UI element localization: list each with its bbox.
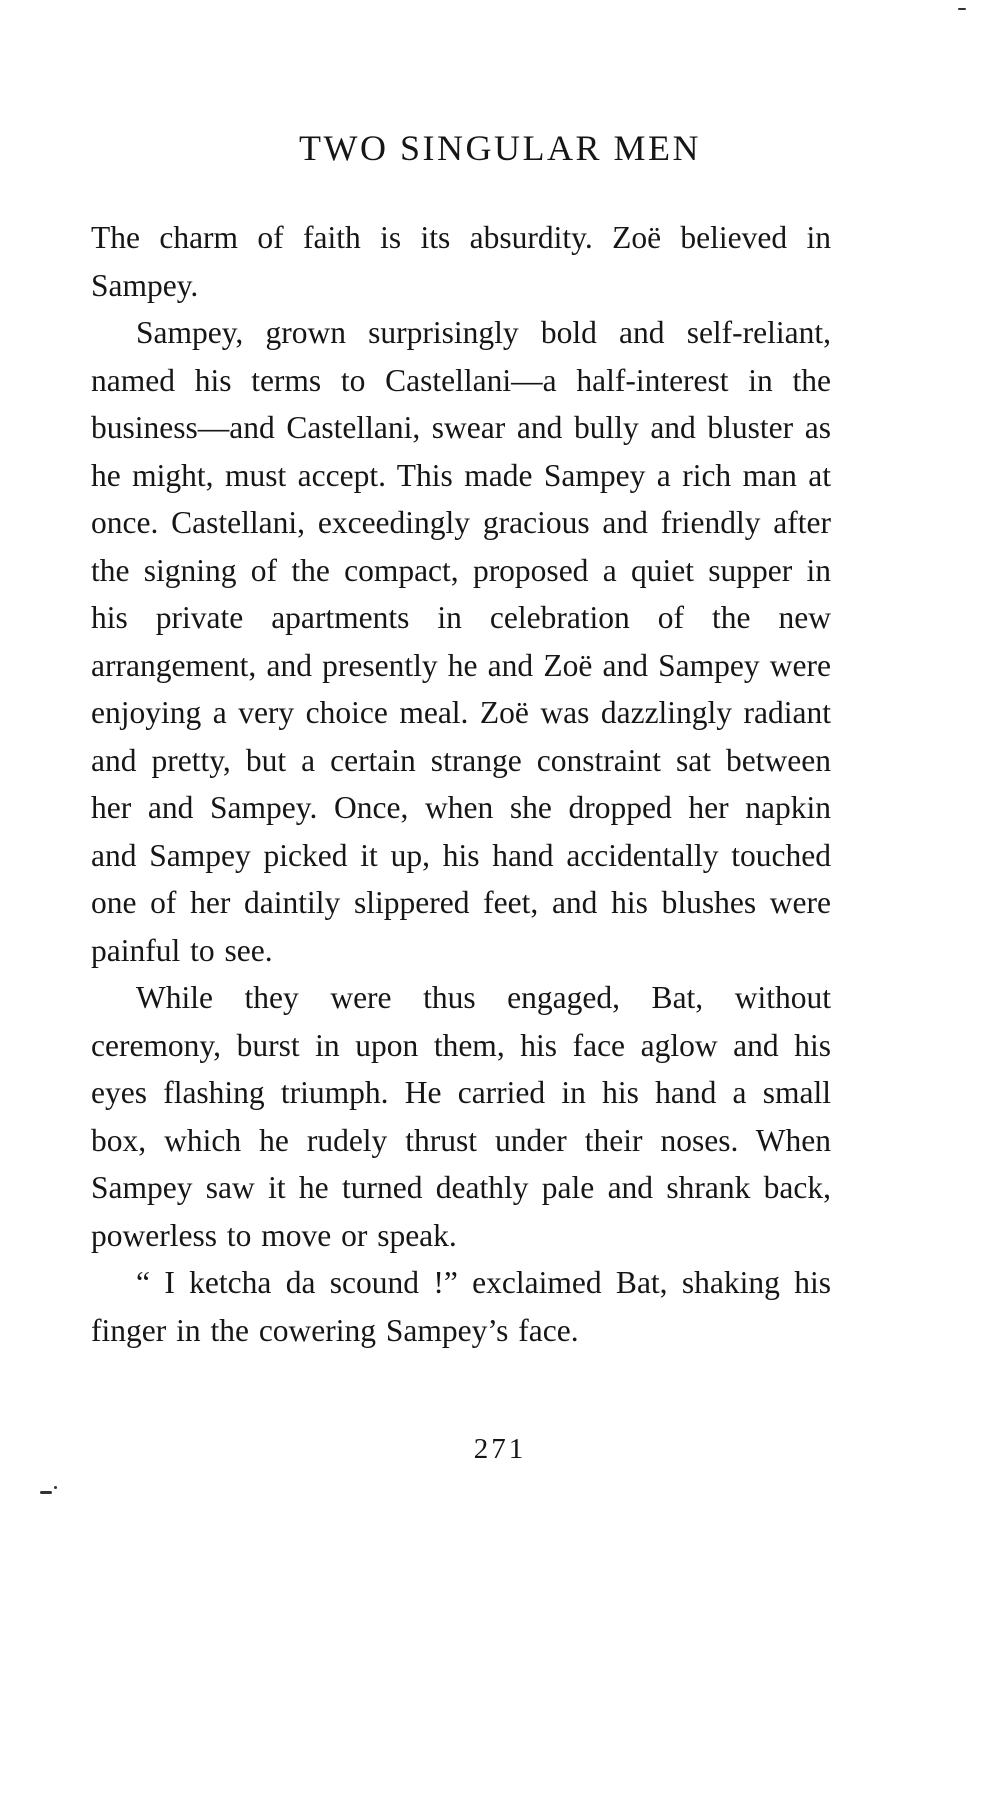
scan-speck: [958, 8, 966, 10]
scan-speck: [40, 1491, 52, 1494]
page-number: 271: [473, 1433, 527, 1465]
paragraph-2: Sampey, grown surprisingly bold and self-reliant, named his terms to Castellani—a half-interest in the business—and Castellani, swear and bully and bluster as he might, must accept. This made Sampey a rich man at once. Castellani, exceedingly gracious and friendly after the signing of the compact, proposed a quiet supper in his private apartments in celebration of the new arrangement, and presently he and Zoë and Sampey were enjoying a very choice meal. Zoë was dazzlingly radiant and pretty, but a certain strange constraint sat between her and Sampey. Once, when she dropped her napkin and Sampey picked it up, his hand accidentally touched one of her daintily slippered feet, and his blushes were painful to see.: [91, 315, 831, 968]
running-head: TWO SINGULAR MEN: [299, 128, 701, 168]
paragraph-3: While they were thus engaged, Bat, without ceremony, burst in upon them, his face aglow and his eyes flashing triumph. He carried in his hand a small box, which he rudely thrust under their noses. When Sampey saw it he turned deathly pale and shrank back, powerless to move or speak.: [91, 980, 831, 1253]
body-text: [91, 214, 831, 1354]
scan-speck: [54, 1486, 57, 1489]
paragraph-4: “ I ketcha da scound !” exclaimed Bat, shaking his finger in the cowering Sampey’s face.: [91, 1265, 831, 1348]
paragraph-1: The charm of faith is its absurdity. Zoë believed in Sampey.: [91, 220, 831, 303]
